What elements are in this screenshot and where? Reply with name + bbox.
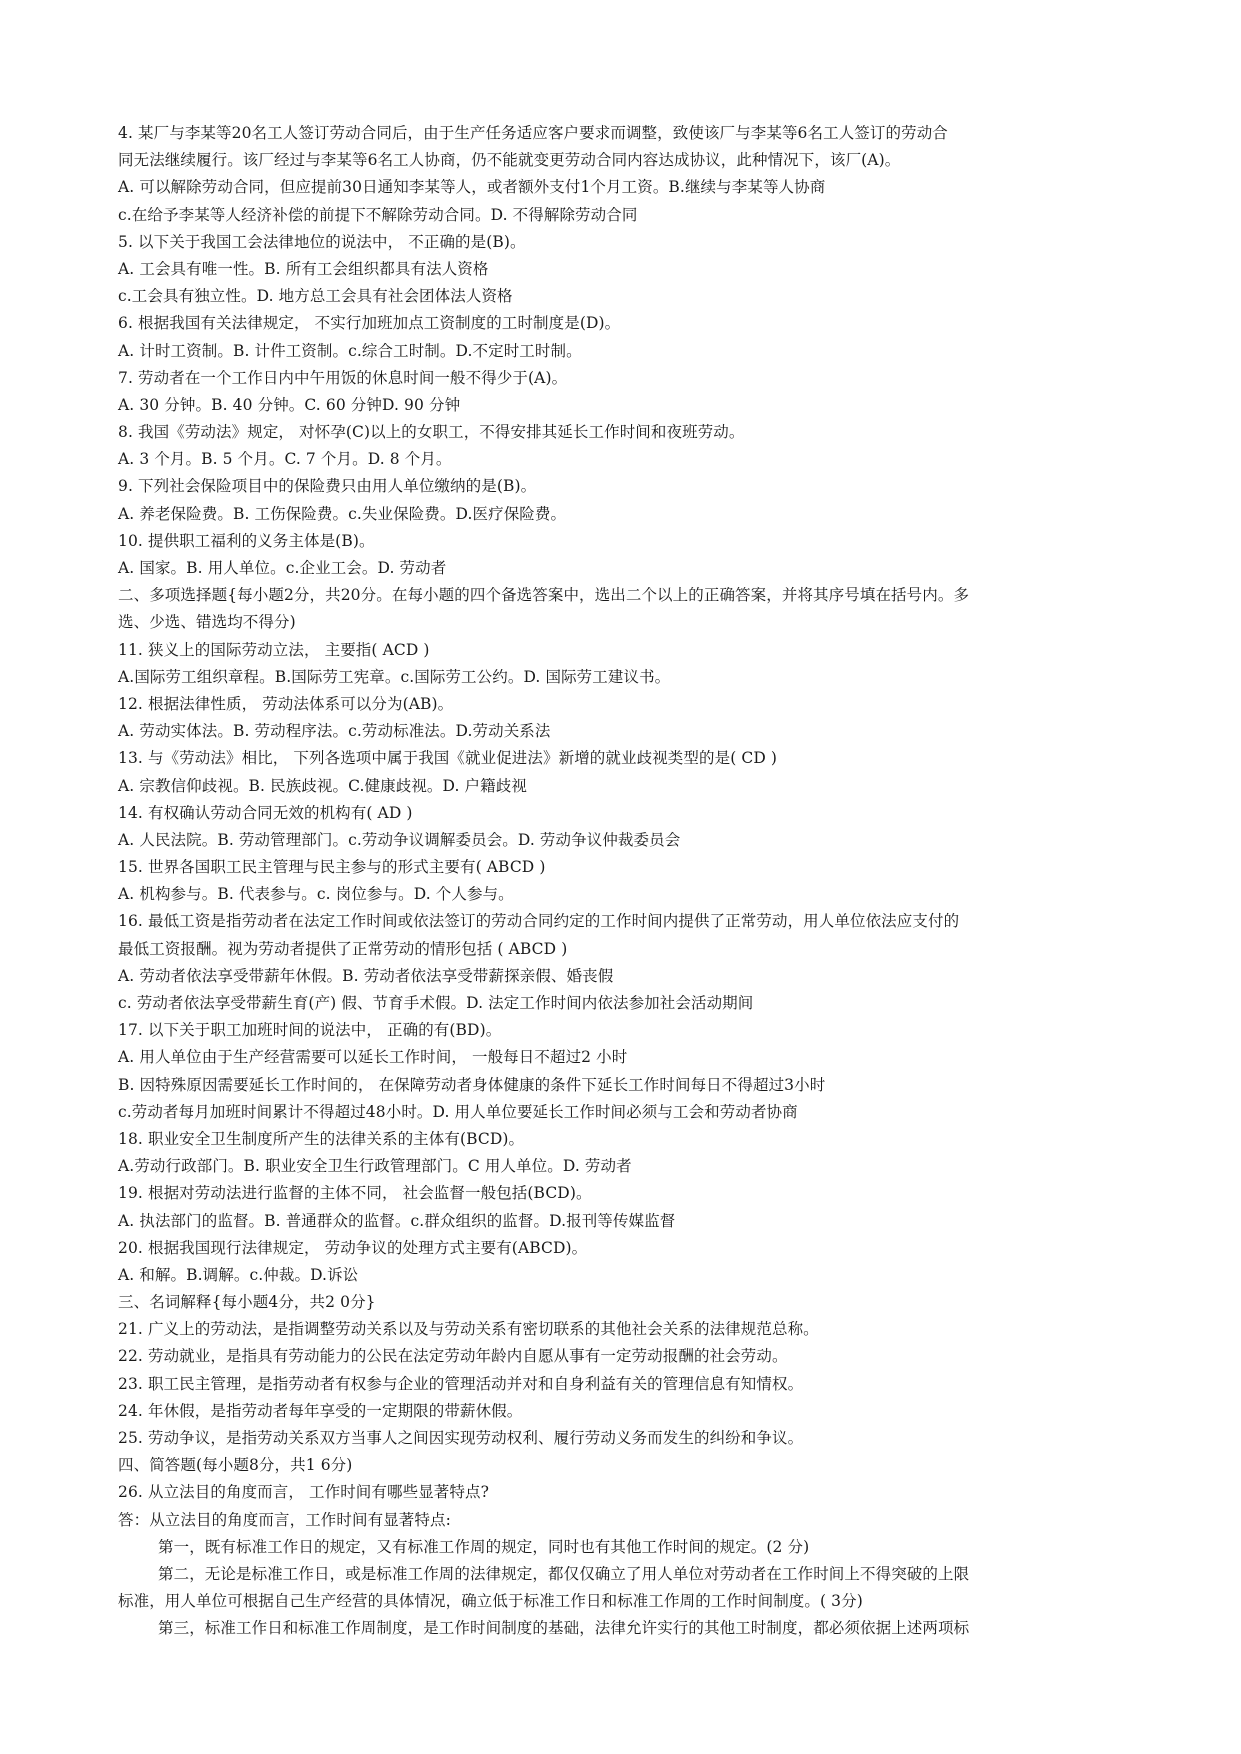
document-body xyxy=(118,120,1128,1643)
text-line: 第三，标准工作日和标准工作周制度，是工作时间制度的基础，法律允许实行的其他工时制度，都必须依据上述两项标 xyxy=(158,1619,970,1638)
text-line: 答：从立法目的角度而言，工作时间有显著特点: xyxy=(118,1510,451,1529)
text-line: 13. 与《劳动法》相比， 下列各选项中属于我国《就业促进法》新增的就业歧视类型的是( CD ) xyxy=(118,749,778,768)
text-line: 12. 根据法律性质， 劳动法体系可以分为(AB)。 xyxy=(118,694,454,713)
text-line: A. 可以解除劳动合同，但应提前30日通知李某等人，或者额外支付1个月工资。B.继续与李某等人协商 xyxy=(118,178,826,197)
text-line: A. 和解。B.调解。c.仲裁。D.诉讼 xyxy=(118,1265,359,1284)
text-line: 24. 年休假，是指劳动者每年享受的一定期限的带薪休假。 xyxy=(118,1401,523,1420)
text-line: 25. 劳动争议，是指劳动关系双方当事人之间因实现劳动权利、履行劳动义务而发生的纠纷和争议。 xyxy=(118,1429,804,1447)
text-line: 7. 劳动者在一个工作日内中午用饭的休息时间一般不得少于(A)。 xyxy=(118,368,568,387)
text-line: 第二，无论是标准工作日，或是标准工作周的法律规定，都仅仅确立了用人单位对劳动者在工作时间上不得突破的上限 xyxy=(158,1564,970,1583)
text-line: 21. 广义上的劳动法，是指调整劳动关系以及与劳动关系有密切联系的其他社会关系的法律规范总称。 xyxy=(118,1320,819,1339)
text-line: B. 因特殊原因需要延长工作时间的， 在保障劳动者身体健康的条件下延长工作时间每日不得超过3小时 xyxy=(118,1075,826,1094)
text-line: 17. 以下关于职工加班时间的说法中， 正确的有(BD)。 xyxy=(118,1021,502,1040)
text-line: 标准，用人单位可根据自己生产经营的具体情况，确立低于标准工作日和标准工作周的工作时间制度。( 3分) xyxy=(118,1592,863,1611)
text-line: A.劳动行政部门。B. 职业安全卫生行政管理部门。C 用人单位。D. 劳动者 xyxy=(118,1157,632,1176)
text-line: A. 计时工资制。B. 计件工资制。c.综合工时制。D.不定时工时制。 xyxy=(118,341,582,360)
text-line: A.国际劳工组织章程。B.国际劳工宪章。c.国际劳工公约。D. 国际劳工建议书。 xyxy=(118,667,671,686)
text-line: 14. 有权确认劳动合同无效的机构有( AD ) xyxy=(118,803,413,822)
text-line: 选、少选、错选均不得分) xyxy=(118,613,296,632)
text-line: A. 工会具有唯一性。B. 所有工会组织都具有法人资格 xyxy=(118,259,489,278)
text-line: 20. 根据我国现行法律规定， 劳动争议的处理方式主要有(ABCD)。 xyxy=(118,1238,588,1257)
text-line: 16. 最低工资是指劳动者在法定工作时间或依法签订的劳动合同约定的工作时间内提供了正常劳动，用人单位依法应支付的 xyxy=(118,912,960,931)
text-line: c.劳动者每月加班时间累计不得超过48小时。D. 用人单位要延长工作时间必须与工会和劳动者协商 xyxy=(118,1102,798,1121)
text-line: 26. 从立法目的角度而言， 工作时间有哪些显著特点? xyxy=(118,1483,490,1502)
text-line: 二、多项选择题{每小题2分，共20分。在每小题的四个备选答案中，选出二个以上的正确答案，并将其序号填在括号内。多 xyxy=(118,586,970,605)
text-line: 10. 提供职工福利的义务主体是(B)。 xyxy=(118,531,375,550)
text-line: c.在给予李某等人经济补偿的前提下不解除劳动合同。D. 不得解除劳动合同 xyxy=(118,205,638,224)
text-line: A. 宗教信仰歧视。B. 民族歧视。C.健康歧视。D. 户籍歧视 xyxy=(118,776,527,795)
text-line: 6. 根据我国有关法律规定， 不实行加班加点工资制度的工时制度是(D)。 xyxy=(118,314,621,333)
text-line: A. 国家。B. 用人单位。c.企业工会。D. 劳动者 xyxy=(118,559,447,577)
text-line: A. 人民法院。B. 劳动管理部门。c.劳动争议调解委员会。D. 劳动争议仲裁委员会 xyxy=(118,830,681,849)
text-line: c.工会具有独立性。D. 地方总工会具有社会团体法人资格 xyxy=(118,287,513,306)
text-line: A. 养老保险费。B. 工伤保险费。c.失业保险费。D.医疗保险费。 xyxy=(118,504,567,523)
text-line: A. 3 个月。B. 5 个月。C. 7 个月。D. 8 个月。 xyxy=(118,450,452,469)
text-line: 11. 狭义上的国际劳动立法， 主要指( ACD ) xyxy=(118,640,430,659)
text-line: 23. 职工民主管理，是指劳动者有权参与企业的管理活动并对和自身利益有关的管理信息有知情权。 xyxy=(118,1374,804,1393)
text-line: A. 劳动实体法。B. 劳动程序法。c.劳动标准法。D.劳动关系法 xyxy=(118,722,551,741)
text-line: 5. 以下关于我国工会法律地位的说法中， 不正确的是(B)。 xyxy=(118,232,526,251)
text-line: 9. 下列社会保险项目中的保险费只由用人单位缴纳的是(B)。 xyxy=(118,477,537,496)
text-line: A. 30 分钟。B. 40 分钟。C. 60 分钟D. 90 分钟 xyxy=(118,395,461,414)
text-line: 4. 某厂与李某等20名工人签订劳动合同后，由于生产任务适应客户要求而调整，致使该厂与李某等6名工人签订的劳动合 xyxy=(118,124,948,142)
text-line: 15. 世界各国职工民主管理与民主参与的形式主要有( ABCD ) xyxy=(118,858,546,877)
text-line: 最低工资报酬。视为劳动者提供了正常劳动的情形包括 ( ABCD ) xyxy=(118,939,568,958)
text-line: A. 劳动者依法享受带薪年休假。B. 劳动者依法享受带薪探亲假、婚丧假 xyxy=(118,966,614,985)
text-line: 第一，既有标准工作日的规定，又有标准工作周的规定，同时也有其他工作时间的规定。(2 分) xyxy=(158,1537,810,1556)
text-line: A. 执法部门的监督。B. 普通群众的监督。c.群众组织的监督。D.报刊等传媒监督 xyxy=(118,1211,676,1230)
text-line: 三、名词解释{每小题4分，共2 0分} xyxy=(118,1293,376,1312)
text-line: 18. 职业安全卫生制度所产生的法律关系的主体有(BCD)。 xyxy=(118,1129,525,1148)
text-line: 同无法继续履行。该厂经过与李某等6名工人协商，仍不能就变更劳动合同内容达成协议，此种情况下，该厂(A)。 xyxy=(118,151,901,170)
text-line: A. 机构参与。B. 代表参与。c. 岗位参与。D. 个人参与。 xyxy=(118,885,514,904)
text-line: 19. 根据对劳动法进行监督的主体不同， 社会监督一般包括(BCD)。 xyxy=(118,1184,592,1203)
text-line: A. 用人单位由于生产经营需要可以延长工作时间， 一般每日不超过2 小时 xyxy=(118,1048,628,1067)
text-line: 22. 劳动就业，是指具有劳动能力的公民在法定劳动年龄内自愿从事有一定劳动报酬的社会劳动。 xyxy=(118,1347,788,1366)
text-line: 8. 我国《劳动法》规定， 对怀孕(C)以上的女职工，不得安排其延长工作时间和夜班劳动。 xyxy=(118,423,745,442)
text-line: c. 劳动者依法享受带薪生育(产) 假、节育手术假。D. 法定工作时间内依法参加社会活动期间 xyxy=(118,994,754,1012)
text-line: 四、简答题(每小题8分，共1 6分) xyxy=(118,1456,353,1475)
